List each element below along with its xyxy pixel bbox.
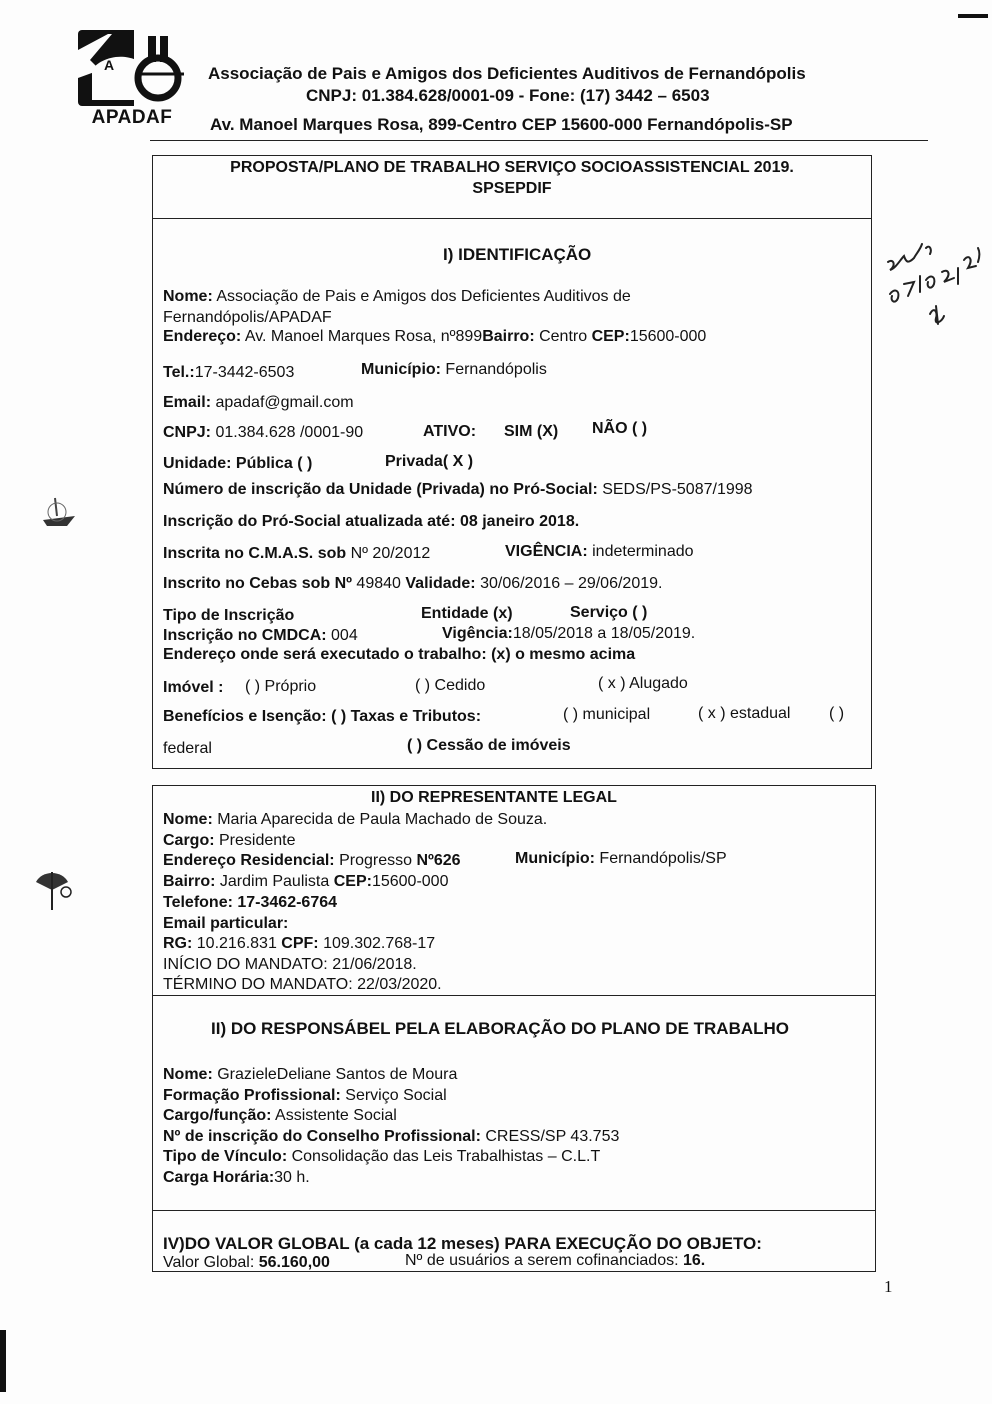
responsavel-divider [153,1210,875,1211]
cmas-line [163,545,430,563]
ear-logo-icon [78,30,184,106]
punch-hole-icon [32,862,76,912]
valor-usuarios-label: Nº de usuários a serem cofinanciados: [405,1252,679,1269]
rep-cpf-label: CPF: [281,935,319,952]
resp-inscricao-label: Nº de inscrição do Conselho Profissional: [163,1128,481,1145]
tel-label: Tel.: [163,364,195,381]
beneficios-cessao: ( ) Cessão de imóveis [407,737,571,754]
rep-nome-value: Maria Aparecida de Paula Machado de Souza. [212,811,548,828]
bairro-label: Bairro: [482,328,535,345]
valor-usuarios-line [405,1252,705,1270]
rep-cargo-label: Cargo: [163,832,215,849]
email-label: Email: [163,394,212,411]
valor-global-line [163,1254,330,1272]
vigencia-value: indeterminado [587,543,694,560]
tipo-servico: Serviço ( ) [570,604,648,621]
representative-heading: II) DO REPRESENTANTE LEGAL [371,789,617,806]
nome-label: Nome: [163,288,213,305]
header-cnpj-phone: CNPJ: 01.384.628/0001-09 - Fone: (17) 3442 – 6503 [306,86,710,105]
tipo-entidade: Entidade (x) [421,605,513,622]
unidade-privada: Privada( X ) [385,453,474,470]
imovel-cedido: ( ) Cedido [415,677,486,694]
identification-heading: I) IDENTIFICAÇÃO [443,245,592,264]
cmdca-value: 004 [326,627,358,644]
valor-global-label: Valor Global: [163,1254,259,1271]
rep-municipio-line [515,850,727,868]
valor-heading: IV)DO VALOR GLOBAL (a cada 12 meses) PARA EXECUÇÃO DO OBJETO: [163,1234,762,1253]
resp-cargo-label: Cargo/função: [163,1107,272,1124]
rep-endereco-value: Progresso [334,852,417,869]
cnpj-label: CNPJ: [163,424,212,441]
document-subtitle: SPSEPDIF [472,180,552,197]
rep-rg-value: 10.216.831 [192,935,282,952]
vigencia-line [505,543,694,561]
vigencia2-label: Vigência: [442,625,513,642]
rep-bairro-label: Bairro: [163,873,216,890]
rep-numero: Nº626 [416,852,461,869]
resp-vinculo-line [163,1148,600,1166]
resp-cargo-value: Assistente Social [271,1107,397,1124]
header-address: Av. Manoel Marques Rosa, 899-Centro CEP 15600-000 Fernandópolis-SP [210,115,793,134]
representative-divider [153,995,875,996]
rep-inicio: INÍCIO DO MANDATO: 21/06/2018. [163,956,417,973]
imovel-label: Imóvel : [163,679,224,696]
municipio-value: Fernandópolis [440,361,547,378]
title-divider [153,218,871,219]
rep-cep-label: CEP: [333,873,372,890]
resp-nome-line [163,1066,457,1084]
nome-value: Associação de Pais e Amigos dos Deficientes Auditivos de [212,288,631,305]
beneficios-federal: federal [163,740,212,757]
rep-endereco-label: Endereço Residencial: [163,852,335,869]
scan-edge-mark [958,14,988,18]
page-number: 1 [884,1277,893,1296]
cebas-num: 49840 [351,575,406,592]
resp-carga-label: Carga Horária: [163,1169,275,1186]
resp-vinculo-label: Tipo de Vínculo: [163,1148,288,1165]
cmas-value: Nº 20/2012 [346,545,431,562]
validade-value: 30/06/2016 – 29/06/2019. [475,575,663,592]
beneficios-municipal: ( ) municipal [563,706,651,723]
resp-inscricao-value: CRESS/SP 43.753 [480,1128,620,1145]
resp-nome-label: Nome: [163,1066,213,1083]
rep-rg-line [163,935,435,953]
inscricao-unidade-value: SEDS/PS-5087/1998 [597,481,753,498]
tipo-inscricao-label: Tipo de Inscrição [163,607,295,624]
resp-formacao-value: Serviço Social [340,1087,447,1104]
rep-cpf-value: 109.302.768-17 [318,935,436,952]
resp-nome-value: GrazieleDeliane Santos de Moura [212,1066,458,1083]
ativo-nao: NÃO ( ) [592,420,648,437]
resp-carga-line [163,1169,310,1187]
rep-municipio-value: Fernandópolis/SP [594,850,727,867]
inscricao-unidade-label: Número de inscrição da Unidade (Privada) no Pró-Social: [163,481,598,498]
handwritten-date-signature [880,228,990,338]
responsavel-heading: II) DO RESPONSÁBEL PELA ELABORAÇÃO DO PLANO DE TRABALHO [211,1019,790,1038]
nome-line [163,288,631,306]
rep-endereco-line [163,852,461,870]
rep-nome-label: Nome: [163,811,213,828]
endereco-execucao: Endereço onde será executado o trabalho: (x) o mesmo acima [163,646,636,663]
ativo-label: ATIVO: [423,423,477,440]
cebas-line [163,575,662,593]
header-organization-name: Associação de Pais e Amigos dos Deficientes Auditivos de Fernandópolis [208,64,806,83]
nome-line-2: Fernandópolis/APADAF [163,309,332,326]
resp-inscricao-line [163,1128,619,1146]
rep-nome-line [163,811,547,829]
resp-carga-value: 30 h. [274,1169,310,1186]
ativo-sim: SIM (X) [504,423,559,440]
cebas-label: Inscrito no Cebas sob Nº [163,575,352,592]
tel-value: 17-3442-6503 [194,364,295,381]
cmas-label: Inscrita no C.M.A.S. sob [163,545,347,562]
email-value: apadaf@gmail.com [211,394,354,411]
imovel-alugado: ( x ) Alugado [598,675,688,692]
rep-cep-value: 15600-000 [371,873,449,890]
pro-social-line: Inscrição do Pró-Social atualizada até: 08 janeiro 2018. [163,513,580,530]
cep-label: CEP: [591,328,630,345]
resp-formacao-label: Formação Profissional: [163,1087,341,1104]
vigencia2-line [442,625,695,643]
logo-text: APADAF [91,107,173,128]
endereco-value: Av. Manoel Marques Rosa, nº899 [241,328,483,345]
logo-letter: A [104,57,115,73]
vigencia-label: VIGÊNCIA: [505,543,588,560]
rep-bairro-value: Jardim Paulista [215,873,334,890]
inscricao-unidade-line [163,481,753,499]
cmdca-label: Inscrição no CMDCA: [163,627,327,644]
cmdca-line [163,627,358,645]
valor-global-value: 56.160,00 [258,1254,330,1271]
rep-email-label: Email particular: [163,915,289,932]
cnpj-value: 01.384.628 /0001-90 [211,424,364,441]
rep-telefone-value: 17-3462-6764 [232,894,338,911]
cnpj-line [163,424,363,442]
tel-line [163,364,294,382]
resp-cargo-line [163,1107,397,1125]
rep-termino: TÉRMINO DO MANDATO: 22/03/2020. [163,976,442,993]
unidade-publica: Unidade: Pública ( ) [163,455,313,472]
rep-telefone-label: Telefone: [163,894,233,911]
municipio-label: Município: [361,361,441,378]
rep-municipio-label: Município: [515,850,595,867]
validade-label: Validade: [405,575,476,592]
valor-usuarios-value: 16. [678,1252,706,1269]
rep-telefone-line [163,894,337,912]
cep-value: 15600-000 [629,328,707,345]
vigencia2-value: 18/05/2018 a 18/05/2019. [512,625,696,642]
beneficios-federal-paren: ( ) [829,705,845,722]
imovel-proprio: ( ) Próprio [245,678,317,695]
endereco-line [163,328,706,346]
rep-rg-label: RG: [163,935,193,952]
header-divider [150,140,928,141]
endereco-label: Endereço: [163,328,242,345]
scan-edge-mark [0,1330,6,1392]
resp-formacao-line [163,1087,447,1105]
rep-bairro-line [163,873,448,891]
email-line [163,394,354,412]
punch-hole-icon [37,494,81,538]
bairro-value: Centro [534,328,592,345]
apadaf-logo [78,30,186,130]
rep-cargo-value: Presidente [214,832,296,849]
municipio-line [361,361,547,379]
resp-vinculo-value: Consolidação das Leis Trabalhistas – C.L.T [287,1148,601,1165]
beneficios-label: Benefícios e Isenção: ( ) Taxas e Tributos: [163,708,482,725]
document-title: PROPOSTA/PLANO DE TRABALHO SERVIÇO SOCIOASSISTENCIAL 2019. [230,159,794,176]
rep-cargo-line [163,832,296,850]
beneficios-estadual: ( x ) estadual [698,705,791,722]
